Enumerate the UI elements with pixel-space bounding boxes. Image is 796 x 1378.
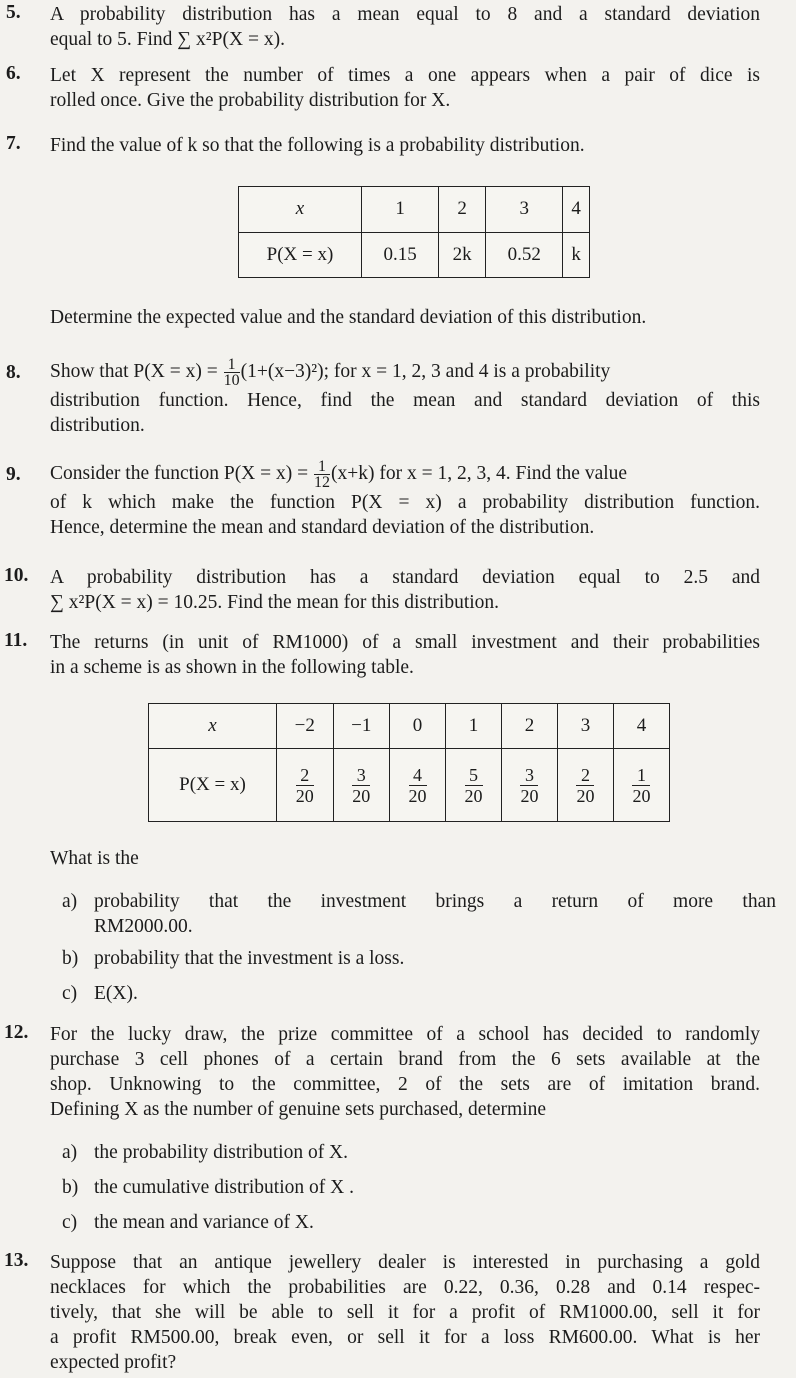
question-text: For the lucky draw, the prize committee of a school has decided to randomly	[50, 1024, 760, 1045]
question-text: a profit RM500.00, break even, or sell it for a loss RM600.00. What is her	[50, 1327, 760, 1348]
table-cell: 0.52	[486, 232, 563, 278]
part-text: E(X).	[94, 983, 138, 1004]
numerator: 1	[314, 459, 330, 475]
question-text: What is the	[50, 848, 139, 869]
part-text: probability that the investment brings a return of more than	[94, 891, 776, 912]
question-number: 12.	[4, 1022, 29, 1043]
question-11-part-a	[62, 889, 776, 939]
question-number: 5.	[6, 2, 21, 23]
table-cell: x	[208, 715, 217, 736]
part-label: b)	[62, 948, 79, 969]
question-text: Hence, determine the mean and standard deviation of the distribution.	[50, 517, 595, 538]
fraction	[632, 765, 650, 806]
denominator: 10	[223, 372, 240, 390]
denominator: 20	[520, 785, 539, 806]
table-cell: 1	[446, 704, 502, 749]
question-text: (1+(x−3)²); for x = 1, 2, 3 and 4 is a probability	[240, 361, 611, 382]
question-text: in a scheme is as shown in the following table.	[50, 657, 414, 678]
part-text: probability that the investment is a loss.	[94, 948, 405, 969]
question-12-part-a	[62, 1140, 776, 1165]
question-12-part-b	[62, 1175, 776, 1200]
question-text: of k which make the function P(X = x) a probability distribution function.	[50, 492, 760, 513]
table-cell: P(X = x)	[149, 749, 277, 822]
question-number: 9.	[6, 464, 21, 485]
probability-table-q7	[238, 186, 590, 278]
question-text: Let X represent the number of times a one appears when a pair of dice is	[50, 65, 760, 86]
table-cell: x	[295, 198, 305, 220]
question-text: rolled once. Give the probability distribution for X.	[50, 90, 451, 111]
numerator: 1	[632, 765, 650, 786]
denominator: 20	[408, 785, 427, 806]
fraction	[314, 459, 330, 490]
denominator: 12	[314, 474, 331, 492]
fraction	[224, 357, 240, 388]
table-cell: 3	[557, 704, 613, 749]
question-12-part-c	[62, 1210, 776, 1235]
table-cell: P(X = x)	[239, 232, 362, 278]
table-cell: 0.15	[362, 232, 439, 278]
table-cell: −2	[277, 704, 334, 749]
question-text: distribution function. Hence, find the mean and standard deviation of this	[50, 390, 760, 411]
fraction	[520, 765, 538, 806]
table-cell: k	[563, 232, 590, 278]
part-text: the cumulative distribution of X .	[94, 1177, 354, 1198]
question-text: A probability distribution has a standard deviation equal to 2.5 and	[50, 567, 760, 588]
question-11-part-c	[62, 981, 776, 1006]
question-number: 13.	[4, 1250, 29, 1271]
part-text: the mean and variance of X.	[94, 1212, 314, 1233]
question-text: necklaces for which the probabilities are 0.22, 0.36, 0.28 and 0.14 respec-	[50, 1277, 760, 1298]
question-text: equal to 5. Find ∑ x²P(X = x).	[50, 29, 285, 50]
denominator: 20	[464, 785, 483, 806]
question-text: tively, that she will be able to sell it for a profit of RM1000.00, sell it for	[50, 1302, 760, 1323]
part-label: b)	[62, 1177, 79, 1198]
table-cell: 4	[563, 187, 590, 233]
denominator: 20	[295, 785, 314, 806]
question-text: Determine the expected value and the standard deviation of this distribution.	[50, 307, 647, 328]
fraction	[465, 765, 483, 806]
table-cell: −1	[333, 704, 390, 749]
question-text: ∑ x²P(X = x) = 10.25. Find the mean for this distribution.	[50, 592, 500, 613]
question-number: 8.	[6, 362, 21, 383]
denominator: 20	[632, 785, 651, 806]
question-text: A probability distribution has a mean equal to 8 and a standard deviation	[50, 4, 760, 25]
denominator: 20	[352, 785, 371, 806]
numerator: 1	[224, 357, 240, 373]
table-cell: 2k	[439, 232, 486, 278]
denominator: 20	[576, 785, 595, 806]
fraction	[576, 765, 594, 806]
table-cell: 4	[613, 704, 669, 749]
numerator: 2	[296, 765, 314, 786]
table-cell: 2	[502, 704, 558, 749]
part-label: a)	[62, 891, 78, 912]
question-text: shop. Unknowing to the committee, 2 of the sets are of imitation brand.	[50, 1074, 760, 1095]
part-text: the probability distribution of X.	[94, 1142, 349, 1163]
question-text: purchase 3 cell phones of a certain brand from the 6 sets available at the	[50, 1049, 760, 1070]
question-number: 11.	[4, 630, 28, 651]
probability-table-q11	[148, 703, 670, 822]
fraction	[409, 765, 427, 806]
numerator: 3	[352, 765, 370, 786]
question-text: Defining X as the number of genuine sets purchased, determine	[50, 1099, 547, 1120]
question-number: 6.	[6, 63, 21, 84]
numerator: 3	[520, 765, 538, 786]
question-text: Find the value of k so that the following is a probability distribution.	[50, 135, 585, 156]
question-text: (x+k) for x = 1, 2, 3, 4. Find the value	[331, 463, 628, 484]
table-cell: 0	[390, 704, 446, 749]
numerator: 5	[465, 765, 483, 786]
question-text: Suppose that an antique jewellery dealer is interested in purchasing a gold	[50, 1252, 760, 1273]
table-cell: 2	[439, 187, 486, 233]
question-text: distribution.	[50, 415, 145, 436]
question-number: 7.	[6, 133, 21, 154]
part-text: RM2000.00.	[94, 916, 193, 937]
question-text: expected profit?	[50, 1352, 177, 1373]
question-text: Consider the function P(X = x) =	[50, 463, 314, 484]
part-label: a)	[62, 1142, 78, 1163]
table-cell: 3	[486, 187, 563, 233]
table-cell: 1	[362, 187, 439, 233]
numerator: 4	[409, 765, 427, 786]
question-11-part-b	[62, 946, 776, 971]
question-number: 10.	[4, 565, 29, 586]
part-label: c)	[62, 983, 78, 1004]
numerator: 2	[576, 765, 594, 786]
fraction	[296, 765, 314, 806]
fraction	[352, 765, 370, 806]
question-text: The returns (in unit of RM1000) of a small investment and their probabilities	[50, 632, 760, 653]
part-label: c)	[62, 1212, 78, 1233]
question-text: Show that P(X = x) =	[50, 361, 223, 382]
